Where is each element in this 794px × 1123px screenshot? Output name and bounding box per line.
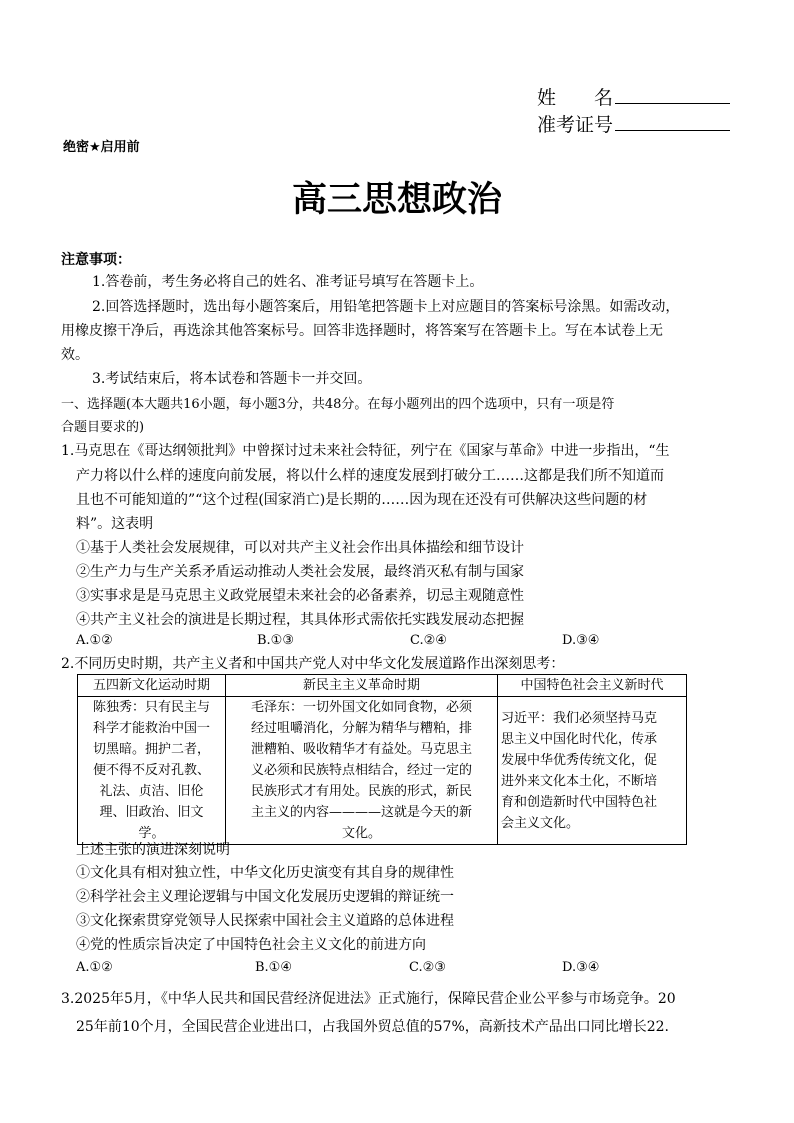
exam-number-blank-line[interactable] bbox=[615, 114, 730, 131]
page-title: 高三思想政治 bbox=[291, 180, 502, 220]
cell-line: 切黑暗。拥护二者， bbox=[92, 742, 210, 757]
cell-line: 民族形式才有用处。民族的形式，新民 bbox=[250, 784, 472, 799]
cell-line: 习近平：我们必须坚持马克 bbox=[501, 710, 658, 726]
q2-statement-4: ④党的性质宗旨决定了中国特色社会主义文化的前进方向 bbox=[76, 937, 426, 953]
notice-item-2-end: 效。 bbox=[61, 347, 89, 363]
cell-line: 发展中华优秀传统文化，促 bbox=[501, 752, 658, 768]
cell-line: 便不得不反对孔教、 bbox=[92, 763, 210, 778]
q3-stem-line-1: 3.2025年5月，《中华人民共和国民营经济促进法》正式施行，保障民营企业公平参与市场竞争。20 bbox=[61, 991, 676, 1007]
table-cell-chen-duxiu bbox=[78, 697, 226, 845]
cell-line: 主主义的内容————这就是今天的新 bbox=[250, 805, 472, 820]
q1-statement-4: ④共产主义社会的演进是长期过程，其具体形式需依托实践发展动态把握 bbox=[76, 612, 524, 628]
name-field[interactable] bbox=[537, 83, 730, 110]
q2-option-b[interactable]: B.①④ bbox=[255, 960, 292, 975]
secret-label: 绝密★启用前 bbox=[63, 140, 140, 155]
q1-stem-line-4: 料”。这表明 bbox=[76, 516, 154, 532]
cell-line: 思主义中国化时代化，传承 bbox=[501, 731, 658, 747]
q2-option-c[interactable]: C.②③ bbox=[409, 960, 446, 975]
q1-statement-3: ③实事求是是马克思主义政党展望未来社会的必备素养，切忌主观随意性 bbox=[76, 588, 524, 604]
q2-comparison-table bbox=[77, 674, 687, 845]
notice-item-2-cont: 用橡皮擦干净后，再选涂其他答案标号。回答非选择题时，将答案写在答题卡上。写在本试卷上无 bbox=[61, 323, 663, 339]
q1-option-c[interactable]: C.②④ bbox=[410, 633, 447, 648]
q2-statement-2: ②科学社会主义理论逻辑与中国文化发展历史逻辑的辩证统一 bbox=[76, 889, 454, 905]
table-header-new-era: 中国特色社会主义新时代 bbox=[498, 675, 687, 697]
q2-statement-3: ③文化探索贯穿党领导人民探索中国社会主义道路的总体进程 bbox=[76, 913, 454, 929]
cell-line: 泄糟粕、吸收精华才有益处。马克思主 bbox=[250, 742, 472, 757]
q2-option-a[interactable]: A.①② bbox=[76, 960, 113, 975]
q1-option-b[interactable]: B.①③ bbox=[257, 633, 294, 648]
q1-stem-line-3: 且也不可能知道的”“这个过程(国家消亡)是长期的……因为现在还没有可供解决这些问题的材 bbox=[76, 492, 648, 508]
q1-option-d[interactable]: D.③④ bbox=[562, 633, 600, 648]
table-header-may-fourth: 五四新文化运动时期 bbox=[78, 675, 226, 697]
exam-number-field[interactable] bbox=[537, 110, 730, 137]
q1-statement-1: ①基于人类社会发展规律，可以对共产主义社会作出具体描绘和细节设计 bbox=[76, 540, 524, 556]
cell-line: 陈独秀：只有民主与 bbox=[92, 700, 210, 715]
cell-line: 科学才能救治中国一 bbox=[92, 721, 210, 736]
cell-line: 会主义文化。 bbox=[501, 815, 580, 831]
table-cell-xi-jinping bbox=[498, 697, 687, 845]
cell-line: 育和创造新时代中国特色社 bbox=[501, 794, 658, 810]
name-label: 姓 名 bbox=[537, 87, 614, 109]
cell-line: 经过咀嚼消化，分解为精华与糟粕，排 bbox=[250, 721, 472, 736]
cell-line: 学。 bbox=[138, 826, 165, 841]
q3-stem-line-2: 25年前10个月，全国民营企业进出口，占我国外贸总值的57%，高新技术产品出口同比增长22. bbox=[76, 1019, 670, 1035]
cell-line: 文化。 bbox=[341, 826, 381, 841]
table-cell-mao-zedong bbox=[226, 697, 498, 845]
q1-stem-line-1: 1.马克思在《哥达纲领批判》中曾探讨过未来社会特征，列宁在《国家与革命》中进一步指出，“生 bbox=[61, 443, 670, 459]
exam-number-label: 准考证号 bbox=[537, 114, 614, 136]
name-blank-line[interactable] bbox=[615, 87, 730, 104]
cell-line: 义必须和民族特点相结合，经过一定的 bbox=[250, 763, 472, 778]
q1-stem-line-2: 产力将以什么样的速度向前发展，将以什么样的速度发展到打破分工……这都是我们所不知道而 bbox=[76, 468, 664, 484]
cell-line: 毛泽东：一切外国文化如同食物，必须 bbox=[250, 700, 472, 715]
cell-line: 礼法、贞洁、旧伦 bbox=[99, 784, 204, 799]
notice-heading: 注意事项： bbox=[61, 252, 131, 268]
section-heading: 一、选择题(本大题共16小题，每小题3分，共48分。在每小题列出的四个选项中，只有一项是符 bbox=[61, 397, 615, 412]
table-header-new-democratic: 新民主主义革命时期 bbox=[226, 675, 498, 697]
q2-statement-1: ①文化具有相对独立性，中华文化历史演变有其自身的规律性 bbox=[76, 865, 454, 881]
section-heading-cont: 合题目要求的) bbox=[61, 420, 145, 435]
cell-line: 理、旧政治、旧文 bbox=[99, 805, 204, 820]
notice-item-1: 1.答卷前，考生务必将自己的姓名、准考证号填写在答题卡上。 bbox=[92, 274, 484, 290]
q2-lead: 上述主张的演进深刻说明 bbox=[76, 842, 230, 858]
q1-option-a[interactable]: A.①② bbox=[76, 633, 113, 648]
q2-stem: 2.不同历史时期，共产主义者和中国共产党人对中华文化发展道路作出深刻思考： bbox=[61, 656, 565, 672]
notice-item-3: 3.考试结束后，将本试卷和答题卡一并交回。 bbox=[92, 371, 372, 387]
notice-item-2: 2.回答选择题时，选出每小题答案后，用铅笔把答题卡上对应题目的答案标号涂黑。如需改动， bbox=[92, 299, 680, 315]
q2-option-d[interactable]: D.③④ bbox=[562, 960, 600, 975]
q1-statement-2: ②生产力与生产关系矛盾运动推动人类社会发展，最终消灭私有制与国家 bbox=[76, 564, 524, 580]
cell-line: 进外来文化本土化，不断培 bbox=[501, 773, 658, 789]
